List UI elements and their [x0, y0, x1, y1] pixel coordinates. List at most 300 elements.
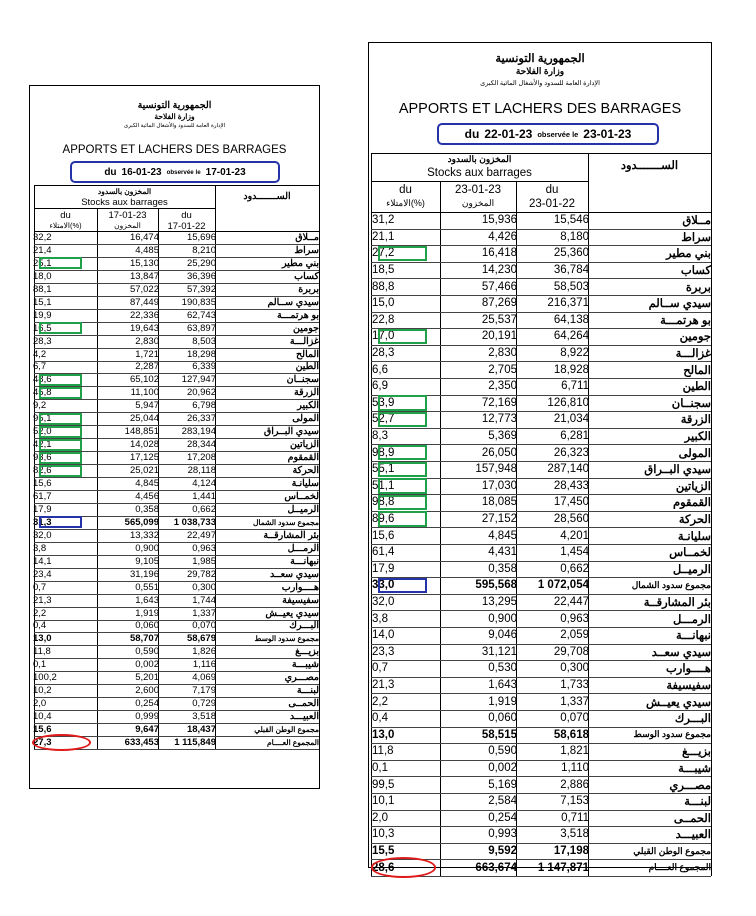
dam-name: مجموع سدود الشمال — [252, 517, 319, 527]
table-row — [30, 568, 319, 581]
current-stock: 633,453 — [124, 737, 159, 749]
current-stock: 4,456 — [135, 490, 159, 502]
date-range-box — [437, 123, 659, 145]
directorate-heading: الإدارة العامة للسدود والأشغال المائية الكبرى — [480, 80, 600, 87]
previous-stock: 64,138 — [553, 313, 589, 326]
pct-du-label: du — [60, 210, 71, 221]
current-stock: 13,295 — [481, 596, 517, 609]
table-row — [369, 428, 711, 445]
current-stock: 9,105 — [135, 555, 159, 567]
table-row — [30, 244, 319, 257]
current-stock: 148,851 — [124, 426, 159, 438]
current-stock: 0,530 — [488, 662, 517, 675]
previous-stock: 1,733 — [560, 679, 589, 692]
green-highlight-box — [39, 374, 82, 386]
fill-percent: 13,0 — [372, 728, 395, 741]
current-stock: 2,600 — [135, 685, 159, 697]
pct-du-label: du — [399, 184, 412, 196]
previous-stock: 1,337 — [192, 607, 216, 619]
current-stock: 13,847 — [129, 270, 159, 282]
dam-name: الزياتين — [675, 480, 711, 493]
previous-stock: 0,070 — [560, 712, 589, 725]
previous-stock: 57,392 — [186, 283, 216, 295]
fill-percent: 18,5 — [372, 264, 395, 277]
fill-percent: 0,7 — [33, 581, 47, 593]
table-row — [30, 620, 319, 633]
current-stock: 58,707 — [129, 633, 159, 645]
table-row — [369, 561, 711, 578]
fill-percent: 31,3 — [33, 516, 52, 528]
table-row — [369, 278, 711, 295]
table-row — [369, 610, 711, 627]
previous-stock: 1 115,849 — [174, 737, 216, 749]
fill-percent-label: (%)الامتلاء — [386, 198, 425, 208]
current-stock: 2,705 — [488, 363, 517, 376]
column-rule — [319, 185, 320, 749]
fill-percent: 15,6 — [33, 478, 52, 490]
dam-name: البـــرك — [674, 713, 711, 726]
green-highlight-box — [378, 511, 427, 527]
dam-name: سليانـة — [677, 530, 711, 543]
fill-percent: 23,4 — [33, 568, 52, 580]
table-row — [369, 345, 711, 362]
fill-percent: 16,5 — [33, 322, 52, 334]
previous-stock: 17,208 — [186, 452, 216, 464]
current-stock: 0,900 — [488, 612, 517, 625]
fill-percent: 15,6 — [372, 529, 395, 542]
fill-percent: 31,2 — [372, 214, 395, 227]
previous-stock: 58,618 — [553, 728, 589, 741]
green-highlight-box — [378, 478, 427, 494]
previous-stock: 1,744 — [192, 594, 216, 606]
current-stock: 11,100 — [130, 387, 159, 399]
dam-name: البـــرك — [289, 620, 319, 632]
fill-percent: 25,1 — [33, 257, 52, 269]
dam-name: هــــوارب — [281, 581, 319, 593]
table-row — [369, 810, 711, 827]
fill-percent: 15,0 — [372, 297, 395, 310]
table-row — [30, 490, 319, 503]
fill-percent: 2,0 — [33, 698, 47, 710]
dam-name: نبهانـــة — [290, 555, 319, 567]
table-row — [30, 632, 319, 645]
green-highlight-box — [39, 413, 82, 425]
green-highlight-box — [378, 246, 427, 262]
previous-stock: 26,337 — [186, 413, 216, 425]
dam-name: مصـــري — [669, 779, 711, 792]
current-stock: 9,592 — [488, 845, 517, 858]
date-from: 16-01-23 — [121, 166, 162, 178]
dam-name: الرمـــل — [287, 542, 319, 554]
previous-stock: 6,798 — [192, 400, 216, 412]
green-highlight-box — [39, 452, 82, 464]
fill-percent: 3,8 — [33, 542, 47, 554]
current-stock: 58,515 — [481, 728, 517, 741]
current-stock: 2,350 — [488, 380, 517, 393]
green-highlight-box — [39, 257, 82, 269]
dam-name: الكبير — [297, 400, 319, 412]
table-row — [369, 760, 711, 777]
fill-percent: 14,0 — [372, 629, 395, 642]
dam-name: بئر المشارقــة — [643, 597, 711, 610]
previous-stock: 1 147,871 — [537, 861, 589, 874]
fill-percent: 99,5 — [372, 778, 395, 791]
observed-label: observée le — [537, 129, 579, 139]
current-stock: 565,099 — [124, 516, 159, 528]
previous-stock: 1,441 — [192, 490, 216, 502]
current-stock: 1,721 — [135, 348, 159, 360]
dam-name: مجموع الوطن القبلي — [633, 845, 711, 856]
stock-heading-ar: المخزون بالسدود — [97, 187, 152, 196]
previous-stock: 3,518 — [192, 711, 216, 723]
previous-stock: 22,497 — [186, 529, 216, 541]
table-row — [369, 793, 711, 810]
table-row — [369, 677, 711, 694]
current-stock: 31,196 — [129, 568, 159, 580]
current-date-heading: 17-01-23 — [108, 210, 147, 221]
fill-percent: 27,3 — [33, 737, 52, 749]
current-stock: 19,643 — [129, 322, 159, 334]
table-row — [369, 660, 711, 677]
table-row — [30, 477, 319, 490]
table-row — [30, 335, 319, 348]
current-stock: 65,102 — [129, 374, 159, 386]
dams-column-heading: الســـــــدود — [620, 160, 679, 172]
dam-name: لخمــاس — [284, 490, 319, 502]
dam-name: مجموع سدود الشمال — [631, 579, 711, 590]
table-row — [369, 212, 711, 229]
dam-name: لخمــاس — [669, 547, 711, 560]
fill-percent-label: (%)الامتلاء — [49, 221, 82, 230]
table-row — [369, 627, 711, 644]
fill-percent: 89,6 — [372, 513, 395, 526]
fill-percent: 32,0 — [33, 529, 52, 541]
table-rule — [371, 181, 588, 182]
table-row — [30, 542, 319, 555]
current-stock: 2,830 — [488, 347, 517, 360]
dam-name: سيدي سعــد — [270, 568, 319, 580]
dam-name: مجموع سدود الوسط — [254, 634, 319, 644]
fill-percent: 4,2 — [33, 348, 47, 360]
current-stock: 0,060 — [488, 712, 517, 725]
current-stock: 9,046 — [488, 629, 517, 642]
fill-percent: 10,2 — [33, 685, 52, 697]
republic-heading: الجمهورية التونسية — [137, 100, 212, 111]
previous-stock: 0,729 — [192, 698, 216, 710]
previous-stock: 190,835 — [181, 296, 216, 308]
fill-percent: 98,9 — [372, 446, 395, 459]
dam-name: الرميــل — [672, 563, 711, 576]
table-row — [369, 693, 711, 710]
table-row — [30, 555, 319, 568]
previous-stock: 7,153 — [560, 795, 589, 808]
previous-stock: 21,034 — [553, 413, 589, 426]
dam-name: سيدي سعــد — [651, 646, 711, 659]
dam-name: مــلاق — [295, 231, 319, 243]
previous-stock: 28,560 — [553, 513, 589, 526]
current-stock: 1,643 — [488, 679, 517, 692]
current-stock: 0,254 — [135, 698, 159, 710]
current-stock: 5,169 — [488, 778, 517, 791]
fill-percent: 22,8 — [372, 313, 395, 326]
table-row — [30, 529, 319, 542]
dam-name: الطين — [682, 381, 711, 394]
table-row — [30, 581, 319, 594]
previous-date-heading: 23-01-22 — [528, 198, 576, 210]
previous-stock: 7,179 — [192, 685, 216, 697]
green-highlight-box — [378, 395, 427, 411]
previous-stock: 4,124 — [192, 478, 216, 490]
previous-stock: 1,337 — [560, 695, 589, 708]
green-highlight-box — [378, 462, 427, 478]
dam-name: لبنـــة — [296, 685, 319, 697]
dam-name: الطين — [295, 361, 319, 373]
fill-percent: 11,8 — [372, 745, 394, 758]
previous-stock: 26,323 — [553, 446, 589, 459]
fill-percent: 100,2 — [33, 672, 57, 684]
fill-percent: 52,0 — [33, 426, 52, 438]
stock-label: المخزون — [461, 198, 495, 208]
previous-stock: 22,447 — [553, 596, 589, 609]
dam-name: سيدي ســالم — [267, 296, 319, 308]
current-stock: 17,125 — [129, 452, 159, 464]
fill-percent: 17,9 — [33, 503, 52, 515]
dam-name: الزرقة — [294, 387, 319, 399]
dam-name: مجموع الوطن القبلي — [254, 725, 319, 735]
dam-name: كساب — [680, 265, 711, 278]
previous-stock: 1,454 — [560, 546, 589, 559]
green-highlight-box — [378, 495, 427, 511]
dam-name: سيدي ســالم — [648, 298, 711, 311]
dam-name: شيبـــة — [678, 763, 711, 776]
previous-stock: 1,821 — [560, 745, 589, 758]
previous-stock: 1 038,733 — [173, 516, 216, 528]
table-row — [30, 697, 319, 710]
fill-percent: 0,7 — [372, 662, 388, 675]
current-stock: 57,466 — [481, 280, 517, 293]
current-stock: 2,287 — [135, 361, 159, 373]
fill-percent: 15,5 — [372, 845, 395, 858]
current-stock: 27,152 — [481, 513, 517, 526]
previous-stock: 127,947 — [181, 374, 216, 386]
table-row — [369, 743, 711, 760]
report-sheet-left — [29, 85, 320, 789]
previous-stock: 283,194 — [181, 426, 216, 438]
previous-stock: 17,198 — [553, 845, 589, 858]
green-highlight-box — [39, 322, 82, 334]
blue-highlight-box — [39, 516, 82, 528]
current-stock: 0,993 — [488, 828, 517, 841]
current-stock: 1,919 — [135, 607, 159, 619]
previous-stock: 17,450 — [553, 496, 589, 509]
current-stock: 16,418 — [481, 247, 517, 260]
current-stock: 595,568 — [475, 579, 517, 592]
fill-percent: 21,1 — [372, 230, 395, 243]
fill-percent: 53,9 — [372, 396, 395, 409]
previous-stock: 18,298 — [186, 348, 216, 360]
current-stock: 25,021 — [129, 465, 159, 477]
previous-stock: 6,711 — [561, 380, 589, 393]
dam-name: الزرقة — [680, 414, 711, 427]
current-stock: 0,002 — [135, 659, 159, 671]
previous-stock: 8,180 — [560, 230, 589, 243]
table-row — [369, 262, 711, 279]
dam-name: بني مطير — [281, 257, 319, 269]
report-title: APPORTS ET LACHERS DES BARRAGES — [398, 101, 682, 117]
previous-stock: 58,503 — [553, 280, 589, 293]
dam-name: سجنــان — [286, 374, 319, 386]
current-stock: 4,426 — [488, 230, 517, 243]
table-row — [369, 527, 711, 544]
fill-percent: 28,6 — [372, 861, 395, 874]
current-stock: 4,845 — [135, 478, 159, 490]
previous-stock: 6,339 — [192, 361, 216, 373]
current-stock: 25,537 — [481, 313, 517, 326]
current-stock: 87,269 — [481, 297, 517, 310]
dams-column-heading: الســـــــدود — [243, 191, 291, 202]
current-stock: 16,474 — [129, 231, 159, 243]
dam-name: بزيـــغ — [682, 746, 711, 759]
fill-percent: 13,0 — [33, 633, 52, 645]
date-observed: 23-01-23 — [583, 127, 632, 141]
fill-percent: 88,1 — [33, 283, 52, 295]
fill-percent: 32,0 — [372, 596, 395, 609]
table-row — [369, 361, 711, 378]
table-row — [30, 270, 319, 283]
du-label: du — [104, 166, 117, 178]
dam-name: المجموع العــــام — [648, 862, 711, 873]
table-row — [369, 710, 711, 727]
dam-name: الحمــى — [673, 812, 711, 825]
table-row — [30, 296, 319, 309]
current-stock: 25,044 — [129, 413, 159, 425]
table-row — [30, 399, 319, 412]
previous-stock: 58,679 — [186, 633, 216, 645]
prev-du-label: du — [545, 184, 559, 196]
current-stock: 15,130 — [129, 257, 159, 269]
fill-percent: 21,3 — [33, 594, 52, 606]
current-stock: 0,254 — [488, 811, 517, 824]
stock-heading-fr: Stocks aux barrages — [81, 197, 168, 208]
current-stock: 14,230 — [481, 264, 517, 277]
previous-date-heading: 17-01-22 — [167, 221, 206, 232]
dam-name: بو هرتمـــة — [660, 314, 711, 327]
fill-percent: 19,9 — [33, 309, 52, 321]
table-rule — [34, 185, 319, 186]
current-stock: 0,900 — [135, 542, 159, 554]
date-from: 22-01-23 — [484, 127, 533, 141]
current-stock: 0,551 — [135, 581, 159, 593]
report-sheet-right — [368, 42, 712, 874]
dam-name: مــلاق — [682, 215, 711, 228]
previous-stock: 0,963 — [192, 542, 216, 554]
table-row — [30, 594, 319, 607]
table-rule — [34, 208, 215, 209]
fill-percent: 3,8 — [372, 612, 388, 625]
current-stock: 18,085 — [481, 496, 517, 509]
fill-percent: 6,6 — [372, 363, 388, 376]
previous-stock: 25,290 — [186, 257, 216, 269]
previous-stock: 1,826 — [192, 646, 216, 658]
dam-name: بئر المشارقــة — [263, 529, 319, 541]
current-stock: 72,169 — [481, 396, 517, 409]
current-stock: 2,830 — [135, 335, 159, 347]
current-stock: 157,948 — [475, 463, 517, 476]
table-row — [30, 348, 319, 361]
previous-stock: 28,118 — [187, 465, 216, 477]
previous-stock: 0,662 — [192, 503, 216, 515]
fill-percent: 93,6 — [33, 452, 52, 464]
table-row — [369, 295, 711, 312]
dam-name: غزالـــة — [675, 348, 711, 361]
dam-name: مصـــري — [284, 672, 319, 684]
previous-stock: 8,922 — [560, 347, 589, 360]
previous-stock: 1,110 — [561, 762, 589, 775]
fill-percent: 95,1 — [33, 413, 52, 425]
current-stock: 14,028 — [129, 439, 159, 451]
table-row — [30, 503, 319, 516]
du-label: du — [464, 127, 480, 141]
fill-percent: 23,3 — [372, 645, 395, 658]
dam-name: سليانـة — [291, 478, 319, 490]
previous-stock: 0,711 — [561, 811, 589, 824]
current-stock: 13,332 — [129, 529, 159, 541]
fill-percent: 17,0 — [372, 330, 395, 343]
previous-stock: 2,059 — [560, 629, 589, 642]
fill-percent: 82,6 — [33, 465, 52, 477]
current-stock: 5,369 — [488, 430, 517, 443]
dam-name: الكبير — [684, 431, 711, 444]
green-highlight-box — [378, 329, 427, 345]
fill-percent: 0,4 — [372, 712, 388, 725]
dam-name: بزيـــغ — [295, 646, 319, 658]
dam-name: غزالـــة — [289, 335, 319, 347]
previous-stock: 0,300 — [560, 662, 589, 675]
dam-name: القمقوم — [672, 497, 711, 510]
current-stock: 15,936 — [481, 214, 517, 227]
dam-name: سيدي يعيــش — [265, 607, 319, 619]
fill-percent: 17,9 — [372, 562, 395, 575]
fill-percent: 2,2 — [372, 695, 388, 708]
previous-stock: 15,696 — [186, 231, 216, 243]
blue-highlight-box — [378, 578, 427, 594]
table-row — [30, 684, 319, 697]
green-highlight-box — [39, 465, 82, 477]
date-observed: 17-01-23 — [205, 166, 246, 178]
previous-stock: 4,201 — [560, 529, 589, 542]
current-stock: 2,584 — [488, 795, 517, 808]
dam-name: الحركة — [292, 465, 319, 477]
previous-stock: 287,140 — [547, 463, 589, 476]
previous-stock: 0,963 — [560, 612, 589, 625]
current-stock: 0,060 — [135, 620, 159, 632]
dam-name: كساب — [294, 270, 319, 282]
current-stock: 5,947 — [135, 400, 159, 412]
previous-stock: 0,300 — [192, 581, 216, 593]
fill-percent: 0,4 — [33, 620, 47, 632]
table-row — [369, 776, 711, 793]
dam-name: لبنـــة — [684, 796, 711, 809]
fill-percent: 9,2 — [33, 400, 47, 412]
dam-name: المالح — [683, 364, 711, 377]
republic-heading: الجمهورية التونسية — [495, 53, 585, 65]
fill-percent: 48,6 — [33, 374, 52, 386]
current-stock: 1,643 — [135, 594, 159, 606]
fill-percent: 21,4 — [33, 244, 52, 256]
previous-stock: 25,360 — [553, 247, 589, 260]
dam-name: سيدي البــراق — [263, 426, 319, 438]
dam-name: سفيسيفة — [282, 594, 319, 606]
